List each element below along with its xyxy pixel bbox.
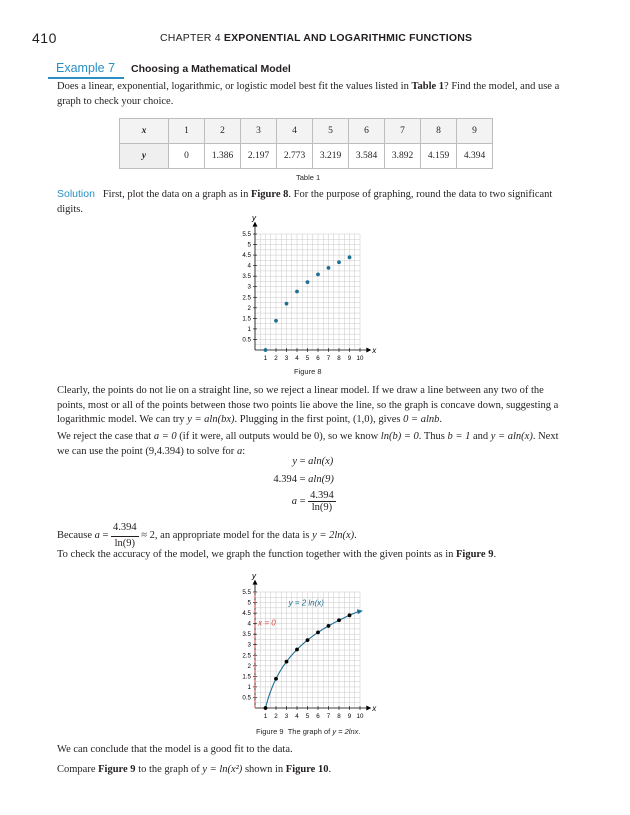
table-cell: 0 (169, 144, 205, 169)
x-tick-label: 7 (326, 713, 331, 720)
y-tick-label: 4.5 (242, 610, 251, 618)
y-tick-label: 3.5 (242, 273, 251, 281)
compare-text: shown in (242, 764, 286, 775)
x-axis-arrow (366, 348, 371, 353)
analysis-eq-2: 0 = alnb (403, 414, 440, 425)
analysis-point: (1,0) (352, 414, 374, 425)
because-text: ≈ 2, an appropriate model for the data is (138, 529, 313, 541)
table-cell: 4 (277, 119, 313, 144)
x-tick-label: 6 (316, 355, 320, 362)
table-cell: 9 (457, 119, 493, 144)
figure-9-label: Figure 9 (256, 727, 284, 736)
check-paragraph (57, 548, 573, 563)
x-tick-label: 9 (347, 713, 352, 720)
x-tick-label: 8 (337, 713, 341, 720)
solve-text: and (470, 431, 491, 442)
figure-8-svg (225, 212, 385, 367)
eq-left: 4.394 (273, 474, 297, 485)
figure-9-svg (225, 570, 385, 725)
conclusion: We can conclude that the model is a good fit to the data. (57, 744, 293, 755)
asymptote-label: x = 0 (258, 618, 276, 628)
x-axis-label: x (372, 704, 377, 713)
example-underline (48, 77, 124, 79)
y-tick-label: 3 (247, 641, 251, 649)
table-cell: 3.219 (313, 144, 349, 169)
x-tick-label: 5 (305, 713, 310, 720)
fraction-numerator: 4.394 (310, 490, 334, 501)
data-point (348, 255, 352, 259)
curve-label: y = 2 ln(x) (288, 598, 324, 608)
table-cell: 1.386 (205, 144, 241, 169)
x-tick-label: 9 (347, 355, 352, 362)
eq-right: aln(x) (308, 456, 334, 467)
because-line (57, 521, 573, 551)
table-cell: 2.773 (277, 144, 313, 169)
data-table (119, 118, 493, 169)
figure-8-caption: Figure 8 (294, 367, 322, 376)
solve-text: to solve for (183, 445, 237, 457)
x-tick-label: 2 (274, 713, 278, 720)
data-point (264, 348, 268, 352)
table-cell: 5 (313, 119, 349, 144)
table-cell: 3 (241, 119, 277, 144)
solution-text-1: First, plot the data on a graph as in (102, 189, 251, 200)
x-tick-label: 3 (284, 713, 289, 720)
compare-text: Compare (57, 764, 99, 775)
eq-left: a (291, 496, 297, 507)
y-axis-label: y (252, 571, 256, 581)
figure-8-graph (225, 212, 385, 372)
because-var: a (94, 529, 100, 541)
solve-paragraph (57, 430, 573, 459)
solution-label: Solution (57, 188, 95, 200)
figure-9-caption (256, 727, 360, 736)
because-fraction (111, 521, 139, 551)
because-end: . (354, 529, 357, 541)
table-cell: 4.159 (421, 144, 457, 169)
analysis-paragraph (57, 384, 573, 428)
solve-text: We reject the case that (57, 431, 154, 442)
data-point (327, 624, 331, 628)
table-cell: 8 (421, 119, 457, 144)
figure-9-caption-eq: y = 2lnx (332, 727, 359, 736)
x-axis-label: x (372, 346, 377, 355)
y-tick-label: 4 (247, 620, 251, 628)
chapter-title: EXPONENTIAL AND LOGARITHMIC FUNCTIONS (223, 32, 473, 44)
solve-point: (9,4.394) (145, 445, 184, 457)
figure10-ref: Figure 10 (285, 764, 329, 775)
table-cell: 2.197 (241, 144, 277, 169)
solve-text: . Next we can use the point (57, 431, 559, 457)
fraction-denominator: ln(9) (114, 537, 136, 549)
data-point (295, 290, 299, 294)
prompt-text-2: ? Find the model, and use a graph to check your choice. (57, 81, 560, 107)
x-tick-label: 4 (295, 355, 299, 362)
data-point (337, 618, 341, 622)
y-tick-label: 0.5 (242, 336, 251, 344)
table-row (120, 119, 493, 144)
x-axis-arrow (366, 706, 371, 711)
table-cell: 6 (349, 119, 385, 144)
y-tick-label: 1.5 (242, 315, 251, 323)
data-point (285, 302, 289, 306)
solve-text: . Thus (418, 431, 448, 442)
y-tick-label: 5.5 (242, 231, 251, 238)
x-header: x (120, 119, 169, 144)
eq-sign: = (299, 474, 306, 485)
y-tick-label: 1 (247, 683, 251, 691)
y-tick-label: 5 (247, 599, 251, 607)
compare-eq: y = ln(x²) (202, 764, 243, 775)
figure9-ref: Figure 9 (456, 549, 494, 560)
solve-eq: ln(b) = 0 (380, 431, 419, 442)
compare-end: . (328, 764, 332, 775)
figure-9-caption-end: . (358, 727, 361, 736)
page-number: 410 (32, 30, 57, 46)
eq-left: y (292, 456, 297, 467)
data-point (316, 273, 320, 277)
because-text: Because (57, 529, 95, 541)
x-tick-label: 10 (356, 713, 364, 720)
table-ref: Table 1 (411, 81, 445, 92)
solve-eq: b = 1 (447, 431, 471, 442)
analysis-eq-1: y = aln(bx) (187, 414, 235, 425)
example-title: Choosing a Mathematical Model (131, 63, 291, 75)
data-point (337, 260, 341, 264)
compare-text: to the graph of (135, 764, 203, 775)
solve-eq: y = aln(x) (490, 431, 533, 442)
equation-line-1 (250, 456, 390, 467)
x-tick-label: 5 (305, 355, 310, 362)
y-tick-label: 1 (247, 325, 251, 333)
example-prompt (57, 80, 573, 109)
compare-line (57, 763, 573, 778)
table-cell: 3.892 (385, 144, 421, 169)
data-point (295, 648, 299, 652)
figure-9-caption-text: The graph of (287, 727, 333, 736)
analysis-end: . (439, 414, 442, 425)
analysis-text-3: , gives (373, 414, 404, 425)
eq-fraction (308, 490, 336, 513)
data-point (285, 660, 289, 664)
table-cell: 7 (385, 119, 421, 144)
because-eq: = (99, 529, 112, 541)
figure8-ref: Figure 8 (250, 189, 289, 200)
y-tick-label: 4 (247, 262, 251, 270)
solve-text: : (242, 445, 246, 457)
x-tick-label: 3 (284, 355, 289, 362)
equation-line-2 (250, 474, 390, 485)
y-tick-label: 2.5 (242, 652, 251, 660)
y-tick-label: 2 (247, 662, 251, 670)
eq-right: aln(9) (308, 474, 334, 485)
x-tick-label: 6 (316, 713, 320, 720)
table-cell: 2 (205, 119, 241, 144)
example-label: Example 7 (56, 61, 116, 75)
check-end: . (493, 549, 497, 560)
y-axis-label: y (252, 213, 256, 223)
x-tick-label: 8 (337, 355, 341, 362)
data-point (274, 677, 278, 681)
chapter-label: CHAPTER 4 (160, 32, 221, 44)
table-caption: Table 1 (296, 173, 321, 182)
y-tick-label: 0.5 (242, 694, 251, 702)
figure9-ref: Figure 9 (98, 764, 136, 775)
fraction-numerator: 4.394 (111, 521, 139, 537)
data-point (274, 319, 278, 323)
analysis-text-2: . Plugging in the first point, (234, 414, 353, 425)
table-cell: 3.584 (349, 144, 385, 169)
y-tick-label: 2.5 (242, 294, 251, 302)
solve-var: a (236, 445, 243, 457)
table-row (120, 144, 493, 169)
x-tick-label: 2 (274, 355, 278, 362)
data-point (327, 266, 331, 270)
y-tick-label: 2 (247, 304, 251, 312)
y-header: y (120, 144, 169, 169)
chapter-header (160, 32, 472, 44)
analysis-text-1: Clearly, the points do not lie on a straight line, so we reject a linear model. If we draw a line between any two of the points, most or all of the points between those two points lie above the line, so the graph is concave down, suggesting a logarithmic model. We can try (57, 385, 559, 425)
y-tick-label: 4.5 (242, 252, 251, 260)
data-point (264, 706, 268, 710)
y-tick-label: 5.5 (242, 589, 251, 596)
data-point (306, 280, 310, 284)
data-point (316, 631, 320, 635)
y-tick-label: 5 (247, 241, 251, 249)
solve-eq: a = 0 (153, 431, 177, 442)
prompt-text-1: Does a linear, exponential, logarithmic, or logistic model best fit the values listed in (57, 81, 412, 92)
fraction-denominator: ln(9) (311, 502, 333, 513)
x-tick-label: 1 (263, 713, 268, 720)
x-tick-label: 1 (263, 355, 268, 362)
eq-sign: = (299, 496, 306, 507)
equation-line-3 (250, 490, 390, 513)
x-tick-label: 4 (295, 713, 299, 720)
figure-9-graph (225, 570, 385, 730)
x-tick-label: 10 (356, 355, 364, 362)
x-tick-label: 7 (326, 355, 331, 362)
y-tick-label: 1.5 (242, 673, 251, 681)
model-eq: y = 2ln(x) (312, 529, 355, 541)
eq-sign: = (299, 456, 306, 467)
data-point (306, 638, 310, 642)
y-tick-label: 3.5 (242, 631, 251, 639)
table-cell: 4.394 (457, 144, 493, 169)
table-cell: 1 (169, 119, 205, 144)
data-point (348, 613, 352, 617)
y-tick-label: 3 (247, 283, 251, 291)
solution-text-2: . For the purpose of graphing, round the data to two significant digits. (57, 189, 553, 215)
check-text: To check the accuracy of the model, we graph the function together with the given points as in (57, 549, 457, 560)
solve-text: (if it were, all outputs would be 0), so we know (176, 431, 381, 442)
